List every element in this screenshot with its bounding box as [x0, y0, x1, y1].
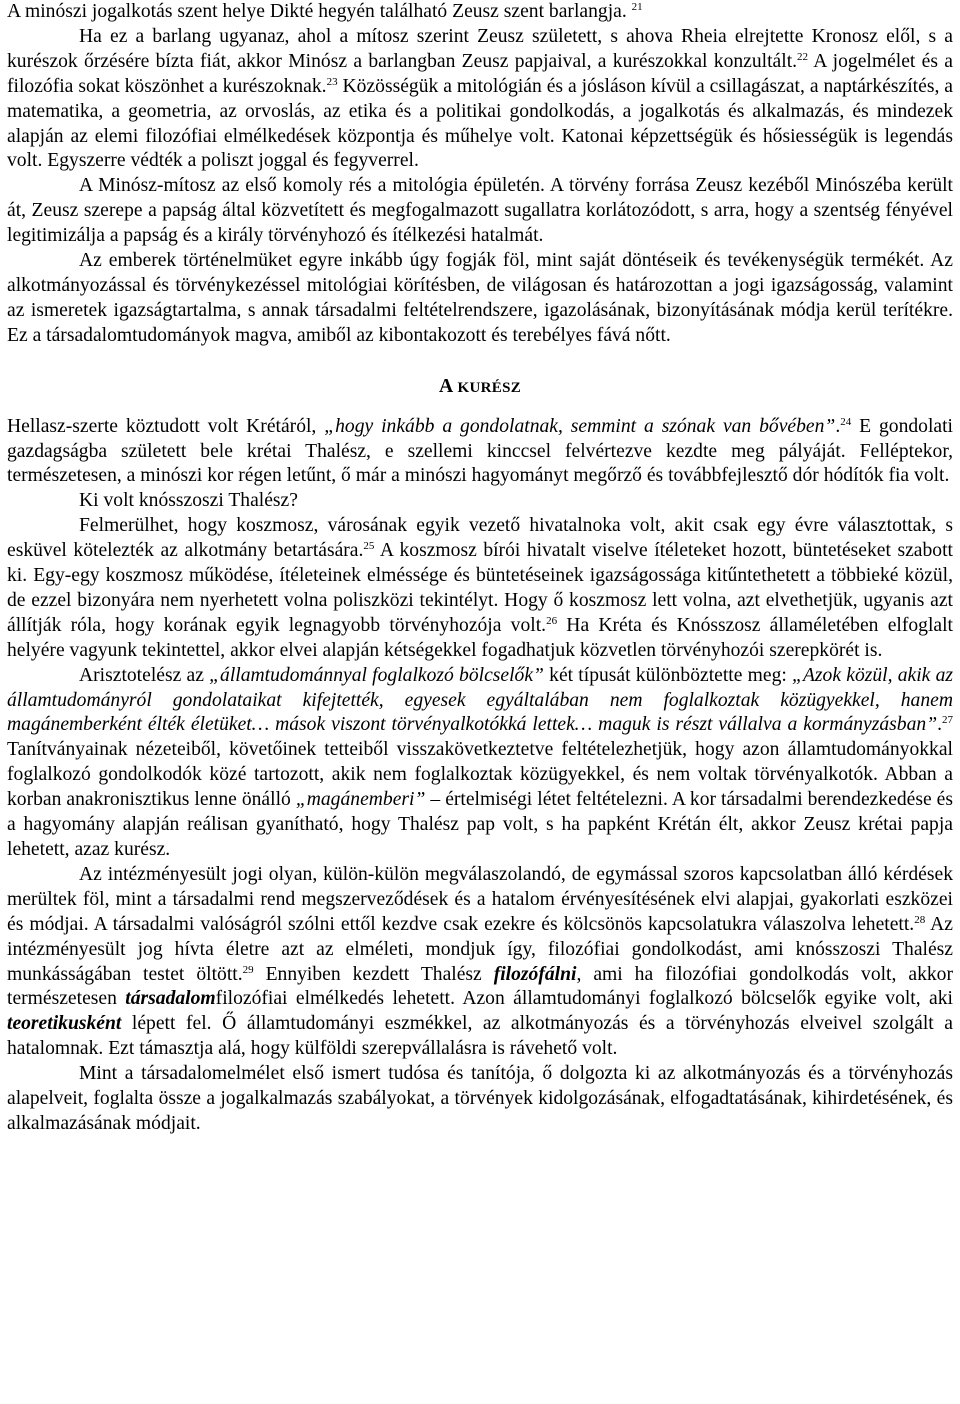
paragraph-2	[7, 25, 953, 174]
bold-italic-term: filozófálni	[493, 963, 577, 985]
italic-quote: „Azok közül, akik az államtudományról gondolataikat kifejtették, egyesek egyáltalában nem foglalkoztak közügyekkel, hanem magánemberként élték életüket… mások viszont törvényalkotókká lettek… maguk is részt vállalva a kormányzásban”	[7, 664, 953, 736]
paragraph-text: Az intézményesült jog hívta életre azt az elméleti, mondjuk így, filozófiai gondolkodást, ami knósszoszi Thalész munkásságában testet öltött.	[7, 913, 953, 985]
paragraph-5	[7, 415, 953, 490]
paragraph-text: Felmerülhet, hogy koszmosz, városának egyik vezető hivatalnoka volt, akit csak egy évre választottak, s esküvel kötelezték az alkotmány betartására.	[7, 515, 953, 562]
paragraph-text: filozófiai elmélkedés lehetett. Azon államtudományi foglalkozó bölcselők egyike volt, aki	[215, 988, 953, 1010]
heading-initial: A	[438, 375, 453, 397]
footnote-ref[interactable]: 26	[546, 614, 558, 627]
italic-quote: „magánemberi”	[295, 789, 426, 811]
paragraph-text: Ha ez a barlang ugyanaz, ahol a mítosz szerint Zeusz született, s ahova Rheia elrejtette Kronosz elől, s a kurészok őrzésére bízta fiát, akkor Minósz a barlangban Zeusz papjaival, a kurészokkal konzultált.	[7, 25, 953, 72]
paragraph-10: Mint a társadalomelmélet első ismert tudósa és tanítója, ő dolgozta ki az alkotmányozás és a törvényhozás alapelveit, foglalta össze a jogalkalmazás szabályokat, a törvények kidolgozásának, elfogadtatásának, kihirdetésének, és alkalmazásának módjait.	[7, 1063, 953, 1134]
paragraph-8	[7, 664, 953, 863]
paragraph-text: Tanítványainak nézeteiből, követőinek tetteiből visszakövetkeztetve feltételezhetjük, hogy azon államtudományokkal foglalkozó gondolkodók közé tartozott, akik nem foglalkoztak közügyekkel, és nem voltak törvényalkotók. Abban a korban anakronisztikus lenne önálló	[7, 739, 953, 811]
footnote-ref[interactable]: 23	[326, 75, 338, 88]
paragraph-7	[7, 514, 953, 663]
paragraph-text: Arisztotelész az	[79, 664, 210, 686]
italic-quote: „államtudománnyal foglalkozó bölcselők”	[209, 664, 544, 686]
bold-italic-term: társadalom	[125, 988, 216, 1010]
paragraph-9	[7, 863, 953, 1062]
paragraph-text: A minószi jogalkotás szent helye Dikté hegyén található Zeusz szent barlangja.	[7, 1, 627, 22]
paragraph-3: A Minósz-mítosz az első komoly rés a mitológia épületén. A törvény forrása Zeusz kezéből Minószéba került át, Zeusz szerepe a papság által közvetített és megfogalmazott sugallatra korlátozódott, s arra, hogy a szentség fényével legitimizálja a papság és a király törvényhozó és ítélkezési hatalmát.	[7, 175, 953, 247]
paragraph-text: Ha Kréta és Knósszosz államéletében elfoglalt helyére vagyunk tekintettel, akkor elvei alapján kétségekkel fogadhatjuk közvetlen törvényhozói szerepkörét is.	[7, 614, 953, 661]
footnote-ref[interactable]: 28	[914, 913, 926, 926]
paragraph-text: Az intézményesült jogi olyan, külön-külön megválaszolandó, de egymással szoros kapcsolatban álló kérdések merültek föl, mint a társadalmi rend megszerveződések és a hatalom érvényesítésének elvi alapjai, gyakorlati eszközei és módjai. A társadalmi valóságról szólni ettől kezdve csak ezekre és kölcsönös kapcsolatukra válaszolva lehetett.	[7, 863, 953, 935]
paragraph-text: Közösségük a mitológián és a jósláson kívül a csillagászat, a naptárkészítés, a matematika, a geometria, az orvoslás, az etika és a politikai gondolkodás, a jogalkotás és alkalmazás, és mindezek alapján az elemi filozófiai elmélkedések központja és műhelye volt. Katonai képzettségük és hősiességük is legendás volt. Egyszerre védték a poliszt joggal és fegyverrel.	[7, 75, 953, 172]
paragraph-4: Az emberek történelmüket egyre inkább úgy fogják föl, mint saját döntéseik és tevékenységük termékét. Az alkotmányozással és törvénykezéssel mitológiai körítésben, de világosan és határozottan a jogi igazságosság, valamint az ismeretek igazságtartalma, s annak társadalmi feltételrendszere, igazolásának, bizonyításának módja kerül terítékre. Ez a társadalomtudományok magva, amiből az kibontakozott és terebélyes fává nőtt.	[7, 250, 953, 346]
bold-italic-term: teoretikusként	[7, 1013, 122, 1035]
paragraph-text: – értelmiségi létet feltételezni. A kor társadalmi berendezkedése és a hagyomány alapján reálisan gyanítható, hogy Thalész pap volt, s ha papként Krétán élt, akkor Zeusz krétai papja lehetett, azaz kurész.	[7, 789, 953, 860]
footnote-ref[interactable]: 27	[942, 714, 953, 727]
paragraph-text: .	[835, 415, 841, 437]
paragraph-text: E gondolati gazdagságba született bele krétai Thalész, e szellemi kinccsel felvértezve kezdte meg pályáját. Felléptekor, természetesen, a minószi kor régen letűnt, ő már a minószi hagyományt megőrző és továbbfejlesztő dór hódítók fia volt.	[7, 415, 953, 487]
paragraph-text: Hellasz-szerte köztudott volt Krétáról,	[7, 415, 325, 437]
paragraph-text: , ami ha filozófiai gondolkodás volt, akkor természetesen	[7, 963, 953, 1010]
italic-quote: „hogy inkább a gondolatnak, semmint a szónak van bővében”	[324, 415, 836, 437]
footnote-ref[interactable]: 21	[631, 1, 643, 13]
footnote-ref[interactable]: 22	[797, 50, 809, 63]
paragraph-6: Ki volt knósszoszi Thalész?	[79, 490, 298, 512]
paragraph-text: A jogelmélet és a filozófia sokat köszönhet a kurészoknak.	[7, 50, 953, 97]
paragraph-text: két típusát különböztette meg:	[543, 664, 793, 686]
paragraph-text: lépett fel. Ő államtudományi eszmékkel, az alkotmányozás és a törvényhozás elveivel szolgált a hatalomnak. Ezt támasztja alá, hogy külföldi szerepvállalásra is rávehető volt.	[7, 1013, 953, 1060]
paragraph-text: Ennyiben kezdett Thalész	[253, 963, 494, 985]
section-heading	[7, 375, 953, 401]
paragraph-text: .	[937, 714, 942, 736]
footnote-ref[interactable]: 29	[242, 963, 254, 976]
footnote-ref[interactable]: 25	[363, 540, 375, 553]
heading-smallcaps: KURÉSZ	[457, 379, 522, 396]
paragraph-text: A koszmosz bírói hivatalt viselve ítéleteket hozott, büntetéseket szabott ki. Egy-egy koszmosz működése, ítéleteinek elméssége és büntetéseinek igazságossága kitűntethetett a többieké közül, de ezzel bizonyára nem nyerhetett volna poliszközi tekintélyt. Hogy ő koszmosz lett volna, azt elvethetjük, ugyanis azt állítják róla, hogy korának egyik legnagyobb törvényhozója volt.	[7, 540, 953, 636]
footnote-ref[interactable]: 24	[840, 415, 852, 428]
paragraph-1	[7, 0, 953, 25]
